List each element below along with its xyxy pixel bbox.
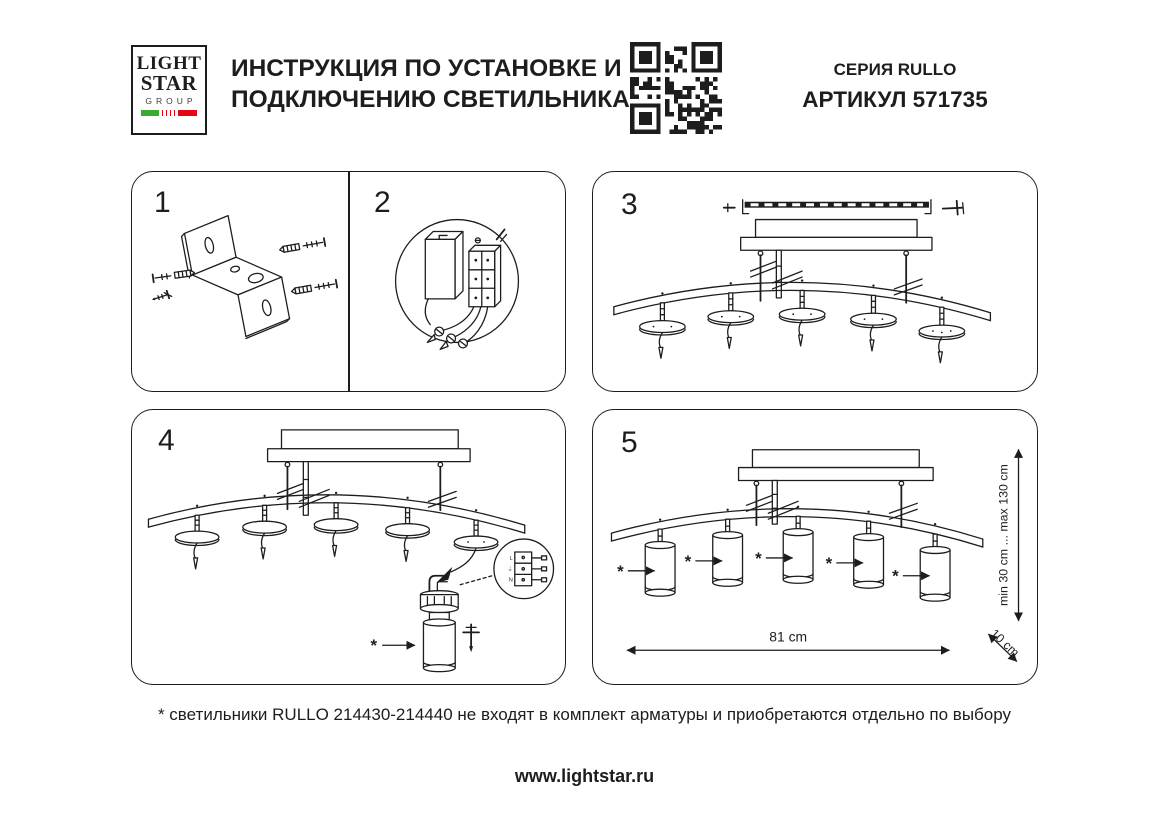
suspension-rods	[751, 250, 922, 303]
footnote: * светильники RULLO 214430-214440 не входят в комплект арматуры и приобретаются отдельно по выбору	[157, 705, 1012, 724]
terminal-earth-label: ⏚	[507, 566, 513, 573]
shade-cylinder	[645, 529, 675, 596]
panel-step-4	[131, 409, 566, 685]
step5-drawing	[593, 410, 1037, 684]
suspension-rods	[747, 480, 918, 527]
wall-plug-icon	[291, 280, 337, 296]
lamp-holder	[779, 290, 825, 345]
shade-cylinder	[920, 534, 950, 601]
asterisk-label: *	[617, 561, 624, 581]
wiring-detail	[396, 220, 519, 350]
title-line-2: ПОДКЛЮЧЕНИЮ СВЕТИЛЬНИКА	[231, 86, 630, 113]
article-label: АРТИКУЛ 571735	[802, 87, 988, 112]
qr-code-icon	[630, 42, 722, 134]
lamp-holder	[640, 303, 686, 358]
canopy	[739, 450, 934, 486]
step5-number: 5	[621, 426, 638, 459]
step2-number: 2	[374, 186, 391, 219]
step4-number: 4	[158, 424, 175, 457]
panel-step-5	[592, 409, 1038, 685]
screw-icon	[724, 204, 735, 212]
screw-icon	[463, 624, 479, 652]
logo-word-light: LIGHT	[136, 53, 202, 74]
step1-number: 1	[154, 186, 171, 219]
depth-dimension-label: 10 cm	[987, 626, 1022, 660]
lightstar-logo	[131, 45, 207, 135]
terminal-neutral-label: N	[508, 577, 513, 584]
page-title	[231, 53, 630, 115]
steps-1-2-drawing	[132, 172, 565, 391]
spot-lamp-assembly	[371, 548, 480, 672]
asterisk-label: *	[684, 551, 692, 571]
lamp-holder	[454, 520, 498, 550]
step4-drawing	[132, 410, 565, 684]
height-dimension-label: min 30 cm ... max 130 cm	[996, 464, 1011, 607]
title-line-1: ИНСТРУКЦИЯ ПО УСТАНОВКЕ И	[231, 55, 622, 82]
dimension-depth	[988, 626, 1022, 661]
wall-plug-icon	[279, 238, 325, 254]
wall-plug-icon	[153, 269, 195, 283]
asterisk-label: *	[825, 553, 833, 573]
connector-arrow-icon	[436, 567, 452, 583]
asterisk-label: *	[892, 566, 899, 586]
lamp-holders	[175, 503, 498, 569]
step3-number: 3	[621, 188, 638, 221]
series-label: СЕРИЯ RULLO	[833, 60, 957, 79]
mounting-bracket	[182, 216, 290, 339]
shade-cylinder	[783, 516, 813, 583]
lamp-holder	[386, 508, 430, 562]
panel-step-3	[592, 171, 1038, 392]
ceiling-rail	[724, 200, 964, 215]
lamp-holder	[314, 503, 358, 557]
screw-icon	[943, 201, 964, 215]
italian-flag-icon	[141, 110, 197, 116]
lamp-cylinder	[423, 619, 455, 672]
lamp-holder	[708, 293, 754, 348]
lamp-holder	[851, 295, 897, 350]
logo-word-group: GROUP	[145, 96, 197, 106]
logo-word-star: STAR	[140, 71, 198, 95]
panel-steps-1-2	[131, 171, 566, 392]
product-info	[775, 60, 1015, 113]
dimension-width	[627, 628, 949, 650]
lamp-holder	[243, 505, 287, 559]
screw-icon	[151, 290, 172, 304]
canopy	[268, 430, 471, 467]
website-url: www.lightstar.ru	[514, 766, 655, 786]
terminal-live-label: L	[509, 555, 513, 562]
suspension-rods	[278, 462, 457, 516]
lamp-holder	[919, 307, 965, 362]
shade-cylinder	[854, 521, 884, 588]
width-dimension-label: 81 cm	[769, 628, 808, 645]
step3-drawing	[593, 172, 1037, 391]
shade-cylinder	[713, 519, 743, 586]
dimension-height	[997, 450, 1019, 621]
lamp-holder	[175, 515, 219, 569]
canopy	[741, 220, 932, 256]
lamp-holders	[640, 290, 965, 362]
asterisk-label: *	[755, 548, 762, 568]
asterisk-label: *	[370, 636, 378, 656]
